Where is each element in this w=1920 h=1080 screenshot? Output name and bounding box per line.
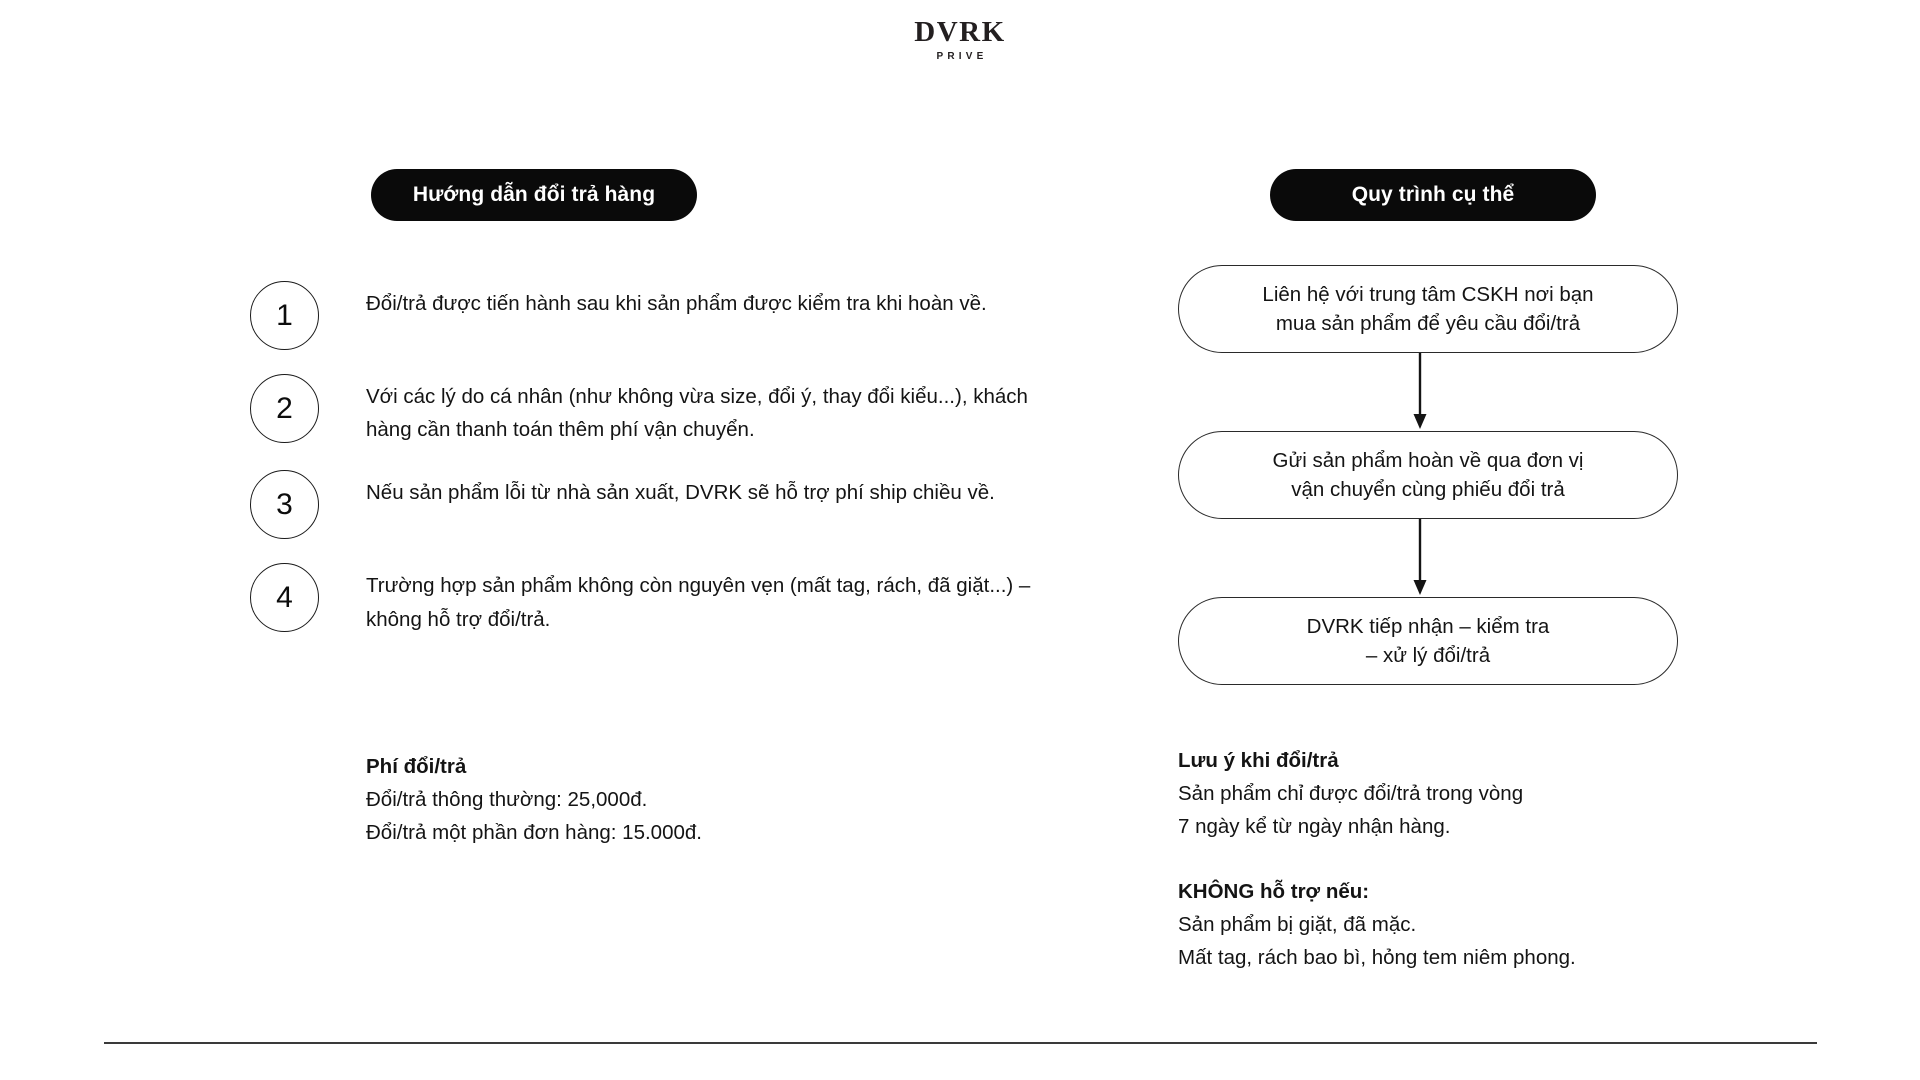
exclusion-line-2: Mất tag, rách bao bì, hỏng tem niêm phong. xyxy=(1178,946,1576,970)
flow-step-line-2: – xử lý đổi/trả xyxy=(1365,644,1491,667)
fee-title: Phí đổi/trả xyxy=(366,755,467,778)
list-item xyxy=(250,468,1060,539)
flow-step-line-1: Gửi sản phẩm hoàn về qua đơn vị xyxy=(1272,448,1584,472)
note-line-1: Sản phẩm chỉ được đổi/trả trong vòng xyxy=(1178,782,1524,806)
flow-step-line-1: Liên hệ với trung tâm CSKH nơi bạn xyxy=(1262,282,1594,306)
right-column-heading-pill: Quy trình cụ thể xyxy=(1270,169,1596,221)
fee-line-partial: Đổi/trả một phần đơn hàng: 15.000đ. xyxy=(366,821,702,845)
flow-step-line-1: DVRK tiếp nhận – kiểm tra xyxy=(1306,614,1550,638)
step-text: Nếu sản phẩm lỗi từ nhà sản xuất, DVRK sẽ hỗ trợ phí ship chiều về. xyxy=(366,481,995,505)
return-note-block xyxy=(1178,744,1818,844)
step-number-badge: 4 xyxy=(250,563,319,632)
left-column-heading-pill: Hướng dẫn đổi trả hàng xyxy=(371,169,697,221)
footer-divider xyxy=(104,1042,1817,1044)
note-line-2: 7 ngày kể từ ngày nhận hàng. xyxy=(1178,815,1451,839)
arrow-down-icon xyxy=(1178,353,1678,431)
step-number-badge: 1 xyxy=(250,281,319,350)
return-steps-list xyxy=(250,279,1060,658)
step-number-badge: 2 xyxy=(250,374,319,443)
brand-logo xyxy=(0,18,1920,62)
brand-subtitle: PRIVE xyxy=(936,51,988,62)
fee-line-standard: Đổi/trả thông thường: 25,000đ. xyxy=(366,788,648,812)
list-item xyxy=(250,561,1060,635)
exclusion-note-block xyxy=(1178,875,1818,975)
step-text: Với các lý do cá nhân (như không vừa size, đổi ý, thay đổi kiểu...), khách hàng cần thanh toán thêm phí vận chuyển. xyxy=(366,385,1028,442)
note-title: Lưu ý khi đổi/trả xyxy=(1178,749,1339,772)
exclusion-line-1: Sản phẩm bị giặt, đã mặc. xyxy=(1178,913,1417,937)
flow-step-ship-back xyxy=(1178,431,1678,519)
list-item xyxy=(250,279,1060,350)
flow-step-process xyxy=(1178,597,1678,685)
brand-name: DVRK xyxy=(914,16,1006,48)
list-item xyxy=(250,372,1060,446)
flow-step-contact xyxy=(1178,265,1678,353)
flow-step-line-2: vận chuyển cùng phiếu đổi trả xyxy=(1291,478,1565,501)
step-text: Đổi/trả được tiến hành sau khi sản phẩm được kiểm tra khi hoàn về. xyxy=(366,292,987,315)
step-number-badge: 3 xyxy=(250,470,319,539)
exclusion-title: KHÔNG hỗ trợ nếu: xyxy=(1178,880,1370,903)
fee-block xyxy=(366,750,1006,850)
flow-step-line-2: mua sản phẩm để yêu cầu đổi/trả xyxy=(1275,312,1581,335)
arrow-down-icon xyxy=(1178,519,1678,597)
process-flowchart xyxy=(1178,265,1678,685)
step-text: Trường hợp sản phẩm không còn nguyên vẹn (mất tag, rách, đã giặt...) – không hỗ trợ đổi/trả. xyxy=(366,574,1031,631)
